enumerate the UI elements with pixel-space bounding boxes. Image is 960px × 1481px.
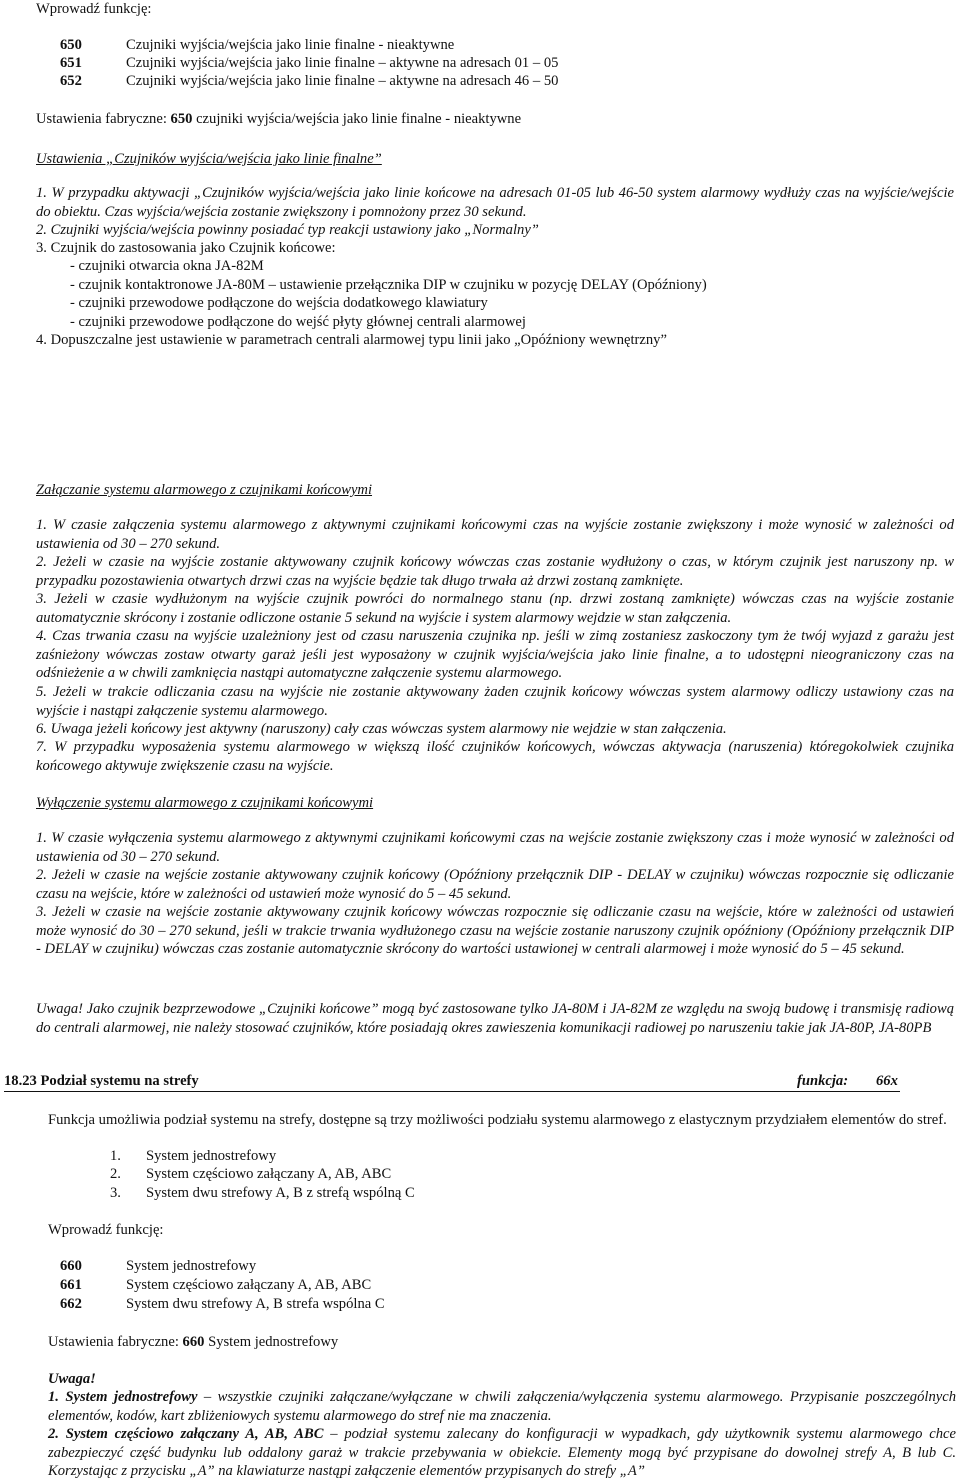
section-intro: Funkcja umożliwia podział systemu na strefy, dostępne są trzy możliwości podziału systemu alarmowego z elastycznym przydziałem elementów do stref. (48, 1112, 947, 1128)
settings-item-3: 3. Czujnik do zastosowania jako Czujnik końcowe: (36, 240, 336, 256)
zone-option-number: 2. (110, 1166, 121, 1182)
zone-code-description: System dwu strefowy A, B strefa wspólna C (126, 1296, 385, 1312)
zone-code-description: System jednostrefowy (126, 1258, 257, 1274)
function-code: 650 (60, 37, 82, 53)
disarming-paragraph: 3. Jeżeli w czasie na wejście zostanie aktywowany czujnik końcowy wówczas rozpocznie się odliczanie czasu na wejście, które w zależności od ustawień może wynosić do 30 – 270 sekund, jeśli w trakcie trwania wydłużonego czasu na wejście zostanie naruszony czujnik opóźniony (Opóźniony przełącznik DIP - DELAY w czujniku) wówczas czas zostanie automatycznie skrócony do wartości ustawionej w centrali alarmowej i może wynosić do 5 – 45 sekund. (36, 904, 954, 958)
disarming-heading: Wyłączenie systemu alarmowego z czujnikami końcowymi (36, 795, 374, 811)
zone-code: 661 (60, 1277, 82, 1293)
settings-item-1: 1. W przypadku aktywacji „Czujników wyjścia/wejścia jako linie końcowe na adresach 01-05 lub 46-50 system alarmowy wydłuży czas na wyjście/wejście do obiektu. Czas wyjścia/wejścia zostanie zwiększony i pomnożony przez 30 sekund. (36, 185, 954, 220)
note-item-2 (48, 1425, 956, 1481)
arming-paragraph: 7. W przypadku wyposażenia systemu alarmowego w większą ilość czujników końcowych, wówczas aktywacja (naruszenia) któregokolwiek czujnika końcowego aktywuje zwiększenie czasu na wyjście. (36, 739, 954, 774)
zone-code: 662 (60, 1296, 82, 1312)
zone-option (110, 1165, 391, 1184)
settings-item-2: 2. Czujniki wyjścia/wejścia powinny posiadać typ reakcji ustawiony jako „Normalny” (36, 222, 539, 238)
function-code-row (60, 36, 454, 55)
function-code: 651 (60, 55, 82, 71)
function-code-description: Czujniki wyjścia/wejścia jako linie finalne – aktywne na adresach 01 – 05 (126, 55, 559, 71)
function-code-row (60, 54, 558, 73)
arming-paragraph: 4. Czas trwania czasu na wyjście uzależniony jest od czasu naruszenia czujnika np. jeśli w zimą zostaniesz zaskoczony tym że twój wyjazd z garażu jest zaśnieżony wówczas zostaw otwarty garaż jeśli jest wyposażony w czujnik wyjścia/wejścia jako linie finalne, a to udostępni nieograniczony czas na odśnieżenie a w chwili zamknięcia nastąpi automatyczne załączenie systemu alarmowego. (36, 628, 954, 682)
factory-settings-label: Ustawienia fabryczne: (36, 111, 167, 127)
note-item-1-text: – wszystkie czujniki załączane/wyłączane w chwili załączenia/wyłączenia systemu alarmowego. Przypisanie poszczególnych elementów, kodów, kart zbliżeniowych systemu alarmowego do stref nie ma znaczenia. (48, 1389, 956, 1424)
disarming-paragraph: 1. W czasie wyłączenia systemu alarmowego z aktywnymi czujnikami końcowymi czas na wejście zostanie zwiększony czas i może wynosić w zależności od ustawienia od 30 – 270 sekund. (36, 830, 954, 865)
factory-settings-text: System jednostrefowy (208, 1334, 339, 1350)
zone-option-number: 1. (110, 1148, 121, 1164)
function-code-row (60, 72, 558, 91)
zone-option-text: System dwu strefowy A, B z strefą wspólną C (146, 1185, 415, 1201)
settings-item-4: 4. Dopuszczalne jest ustawienie w parametrach centrali alarmowej typu linii jako „Opóźniony wewnętrzny” (36, 332, 667, 348)
function-label: funkcja: (797, 1073, 849, 1089)
factory-settings-text: czujniki wyjścia/wejścia jako linie finalne - nieaktywne (196, 111, 522, 127)
wireless-warning: Uwaga! Jako czujnik bezprzewodowe „Czujniki końcowe” mogą być zastosowane tylko JA-80M i JA-82M ze względu na swoją budowę i transmisję radiową do centrali alarmowej, nie należy stosować czujników, które posiadają okres zawieszenia komunikacji radiowej po naruszeniu takie jak JA-80P, JA-80PB (36, 1001, 954, 1036)
factory-settings-2 (48, 1333, 338, 1352)
enter-function-label-2: Wprowadź funkcję: (48, 1222, 164, 1238)
section-title: 18.23 Podział systemu na strefy (4, 1073, 199, 1089)
arming-heading: Załączanie systemu alarmowego z czujnikami końcowymi (36, 482, 373, 498)
zone-option-text: System częściowo załączany A, AB, ABC (146, 1166, 392, 1182)
settings-item-3-sub: - czujniki otwarcia okna JA-82M (70, 258, 264, 274)
settings-item-3-sub: - czujniki przewodowe podłączone do wejścia dodatkowego klawiatury (70, 295, 488, 311)
note-item-2-text: – podział systemu zalecany do konfiguracji w wypadkach, gdy użytkownik systemu alarmowego chce zabezpieczyć część budynku lub oddalony garaż w trakcie przebywania w obiekcie. Elementy mogą być przypisane do dowolnej strefy A, B lub C. Korzystając z przycisku „A” na klawiaturze nastąpi załączenie elementów przypisanych do strefy „A” (48, 1426, 956, 1480)
zone-option (110, 1184, 415, 1203)
zone-option-text: System jednostrefowy (146, 1148, 277, 1164)
function-code: 652 (60, 73, 82, 89)
note-item-2-title: 2. System częściowo załączany A, AB, ABC (48, 1426, 324, 1442)
zone-code-row (60, 1257, 256, 1276)
note-title: Uwaga! (48, 1371, 96, 1387)
zone-code-row (60, 1295, 385, 1314)
factory-settings (36, 110, 521, 129)
settings-item-3-sub: - czujnik kontaktronowe JA-80M – ustawienie przełącznika DIP w czujniku w pozycję DELAY (Opóźniony) (70, 277, 707, 293)
arming-paragraph: 2. Jeżeli w czasie na wyjście zostanie aktywowany czujnik końcowy wówczas czas zostanie wydłużony o czas, w którym czujnik jest naruszony np. w przypadku pozostawienia otwartych drzwi czas na wyjście będzie tak długo trwała aż drzwi zostaną zamknięte. (36, 554, 954, 589)
section-heading-bar (4, 1072, 900, 1092)
zone-code: 660 (60, 1258, 82, 1274)
settings-item-3-sub: - czujniki przewodowe podłączone do wejść płyty głównej centrali alarmowej (70, 314, 526, 330)
enter-function-label: Wprowadź funkcję: (36, 1, 152, 17)
function-code-description: Czujniki wyjścia/wejścia jako linie finalne – aktywne na adresach 46 – 50 (126, 73, 559, 89)
note-item-1 (48, 1388, 956, 1425)
note-item-1-title: 1. System jednostrefowy (48, 1389, 198, 1405)
arming-paragraph: 6. Uwaga jeżeli końcowy jest aktywny (naruszony) cały czas wówczas system alarmowy nie wejdzie w stan załączenia. (36, 721, 727, 737)
zone-option (110, 1147, 276, 1166)
zone-code-row (60, 1276, 371, 1295)
factory-settings-code: 650 (170, 111, 193, 127)
factory-settings-label: Ustawienia fabryczne: (48, 1334, 179, 1350)
settings-heading: Ustawienia „Czujników wyjścia/wejścia jako linie finalne” (36, 151, 382, 167)
arming-paragraph: 3. Jeżeli w czasie wydłużonym na wyjście czujnik powróci do normalnego stanu (np. drzwi zostaną zamknięte) wówczas czas na wyjście zostanie automatycznie skrócony i zostanie odliczone ostanie 5 sekund na wyjście i system alarmowy wejdzie w stan załączenia. (36, 591, 954, 626)
factory-settings-code: 660 (182, 1334, 205, 1350)
arming-paragraph: 1. W czasie załączenia systemu alarmowego z aktywnymi czujnikami końcowymi czas na wyjście zostanie zwiększony i może wynosić w zależności od ustawienia od 30 – 270 sekund. (36, 517, 954, 552)
disarming-paragraph: 2. Jeżeli w czasie na wejście zostanie aktywowany czujnik końcowy (Opóźniony przełącznik DIP - DELAY w czujniku) wówczas rozpocznie się odliczanie czasu na wejście, które w zależności od ustawień może wynosić do 5 – 45 sekund. (36, 867, 954, 902)
zone-option-number: 3. (110, 1185, 121, 1201)
function-code: 66x (876, 1073, 898, 1089)
function-code-description: Czujniki wyjścia/wejścia jako linie finalne - nieaktywne (126, 37, 455, 53)
arming-paragraph: 5. Jeżeli w trakcie odliczania czasu na wyjście nie zostanie aktywowany żaden czujnik końcowy wówczas system alarmowy odliczy ustawiony czas na wyjście i nastąpi załączenie systemu alarmowego. (36, 684, 954, 719)
zone-code-description: System częściowo załączany A, AB, ABC (126, 1277, 372, 1293)
